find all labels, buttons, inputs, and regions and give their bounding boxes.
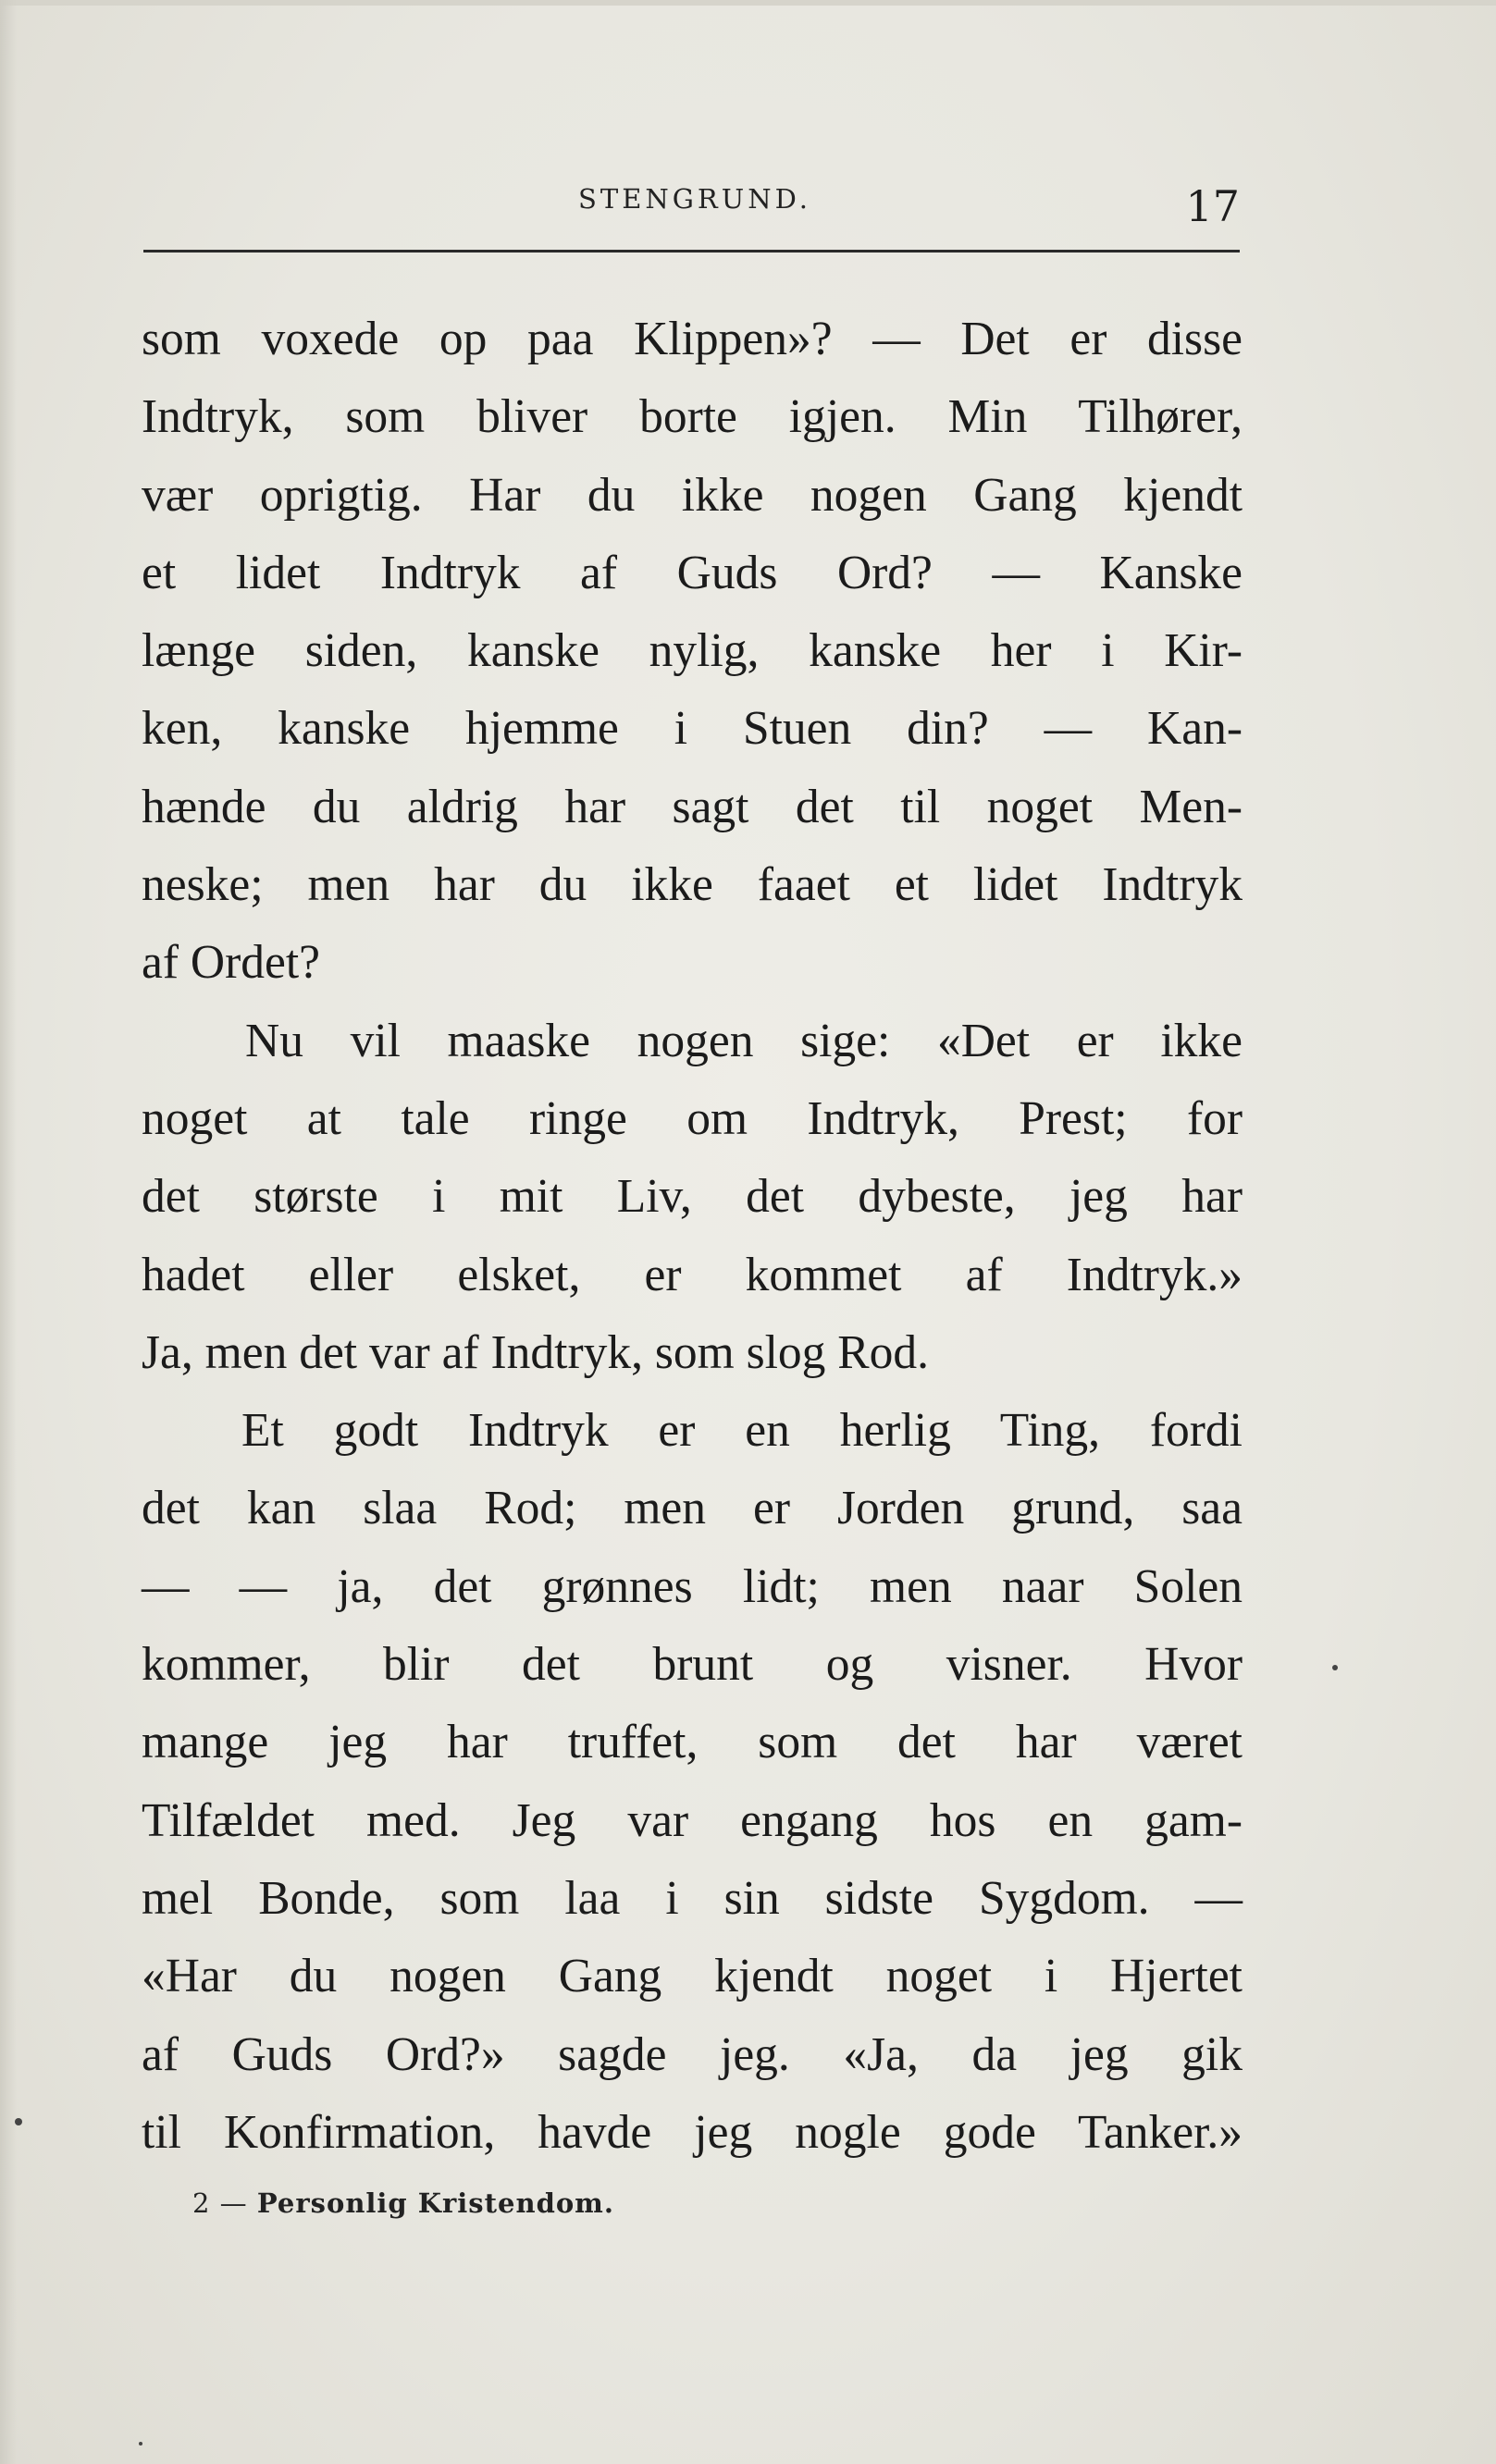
text-line-paragraph-start: Et godt Indtryk er en herlig Ting, fordi — [241, 1404, 1243, 1458]
text-line-paragraph-end: Ja, men det var af Indtryk, som slog Rod. — [142, 1325, 930, 1379]
text-line-paragraph-end: af Ordet? — [142, 936, 320, 990]
signature-number: 2 — [192, 2187, 211, 2219]
text-line: det største i mit Liv, det dybeste, jeg har — [142, 1170, 1243, 1224]
text-line: «Har du nogen Gang kjendt noget i Hjertet — [142, 1950, 1243, 2003]
text-line: — — ja, det grønnes lidt; men naar Solen — [142, 1559, 1243, 1613]
ink-speck — [15, 2118, 22, 2125]
text-line: noget at tale ringe om Indtryk, Prest; for — [142, 1091, 1243, 1145]
text-line: af Guds Ord?» sagde jeg. «Ja, da jeg gik — [142, 2027, 1243, 2081]
signature-title: Personlig Kristendom. — [256, 2187, 614, 2219]
signature-dash: — — [219, 2187, 248, 2219]
text-line: mange jeg har truffet, som det har været — [142, 1716, 1243, 1769]
ink-speck — [139, 2442, 142, 2446]
body-text — [142, 301, 1243, 2172]
text-line: kommer, blir det brunt og visner. Hvor — [142, 1638, 1243, 1692]
text-line: Tilfældet med. Jeg var engang hos en gam- — [142, 1793, 1243, 1847]
page-number: 17 — [1185, 181, 1240, 231]
text-line-paragraph-start: Nu vil maaske nogen sige: «Det er ikke — [245, 1014, 1243, 1067]
text-line: længe siden, kanske nylig, kanske her i Kir- — [142, 624, 1243, 678]
text-line: et lidet Indtryk af Guds Ord? — Kanske — [142, 546, 1243, 599]
page-binding-shadow — [0, 0, 17, 2464]
text-line: hadet eller elsket, er kommet af Indtryk.» — [142, 1248, 1243, 1301]
text-line: vær oprigtig. Har du ikke nogen Gang kjendt — [142, 468, 1243, 522]
page-top-edge — [0, 0, 1496, 6]
text-line: neske; men har du ikke faaet et lidet Indtryk — [142, 858, 1243, 912]
text-line: som voxede op paa Klippen»? — Det er disse — [142, 313, 1243, 365]
text-line: til Konfirmation, havde jeg nogle gode Tanker.» — [142, 2105, 1243, 2159]
text-line: ken, kanske hjemme i Stuen din? — Kan- — [142, 702, 1243, 756]
page-header — [143, 176, 1240, 253]
text-line: Indtryk, som bliver borte igjen. Min Tilhører, — [142, 390, 1243, 444]
text-line: mel Bonde, som laa i sin sidste Sygdom. — — [142, 1871, 1243, 1925]
signature-mark — [192, 2187, 614, 2219]
ink-speck — [1332, 1665, 1338, 1670]
running-head: STENGRUND. — [578, 183, 812, 215]
text-line: hænde du aldrig har sagt det til noget Men- — [142, 780, 1243, 833]
text-line: det kan slaa Rod; men er Jorden grund, saa — [142, 1482, 1243, 1535]
